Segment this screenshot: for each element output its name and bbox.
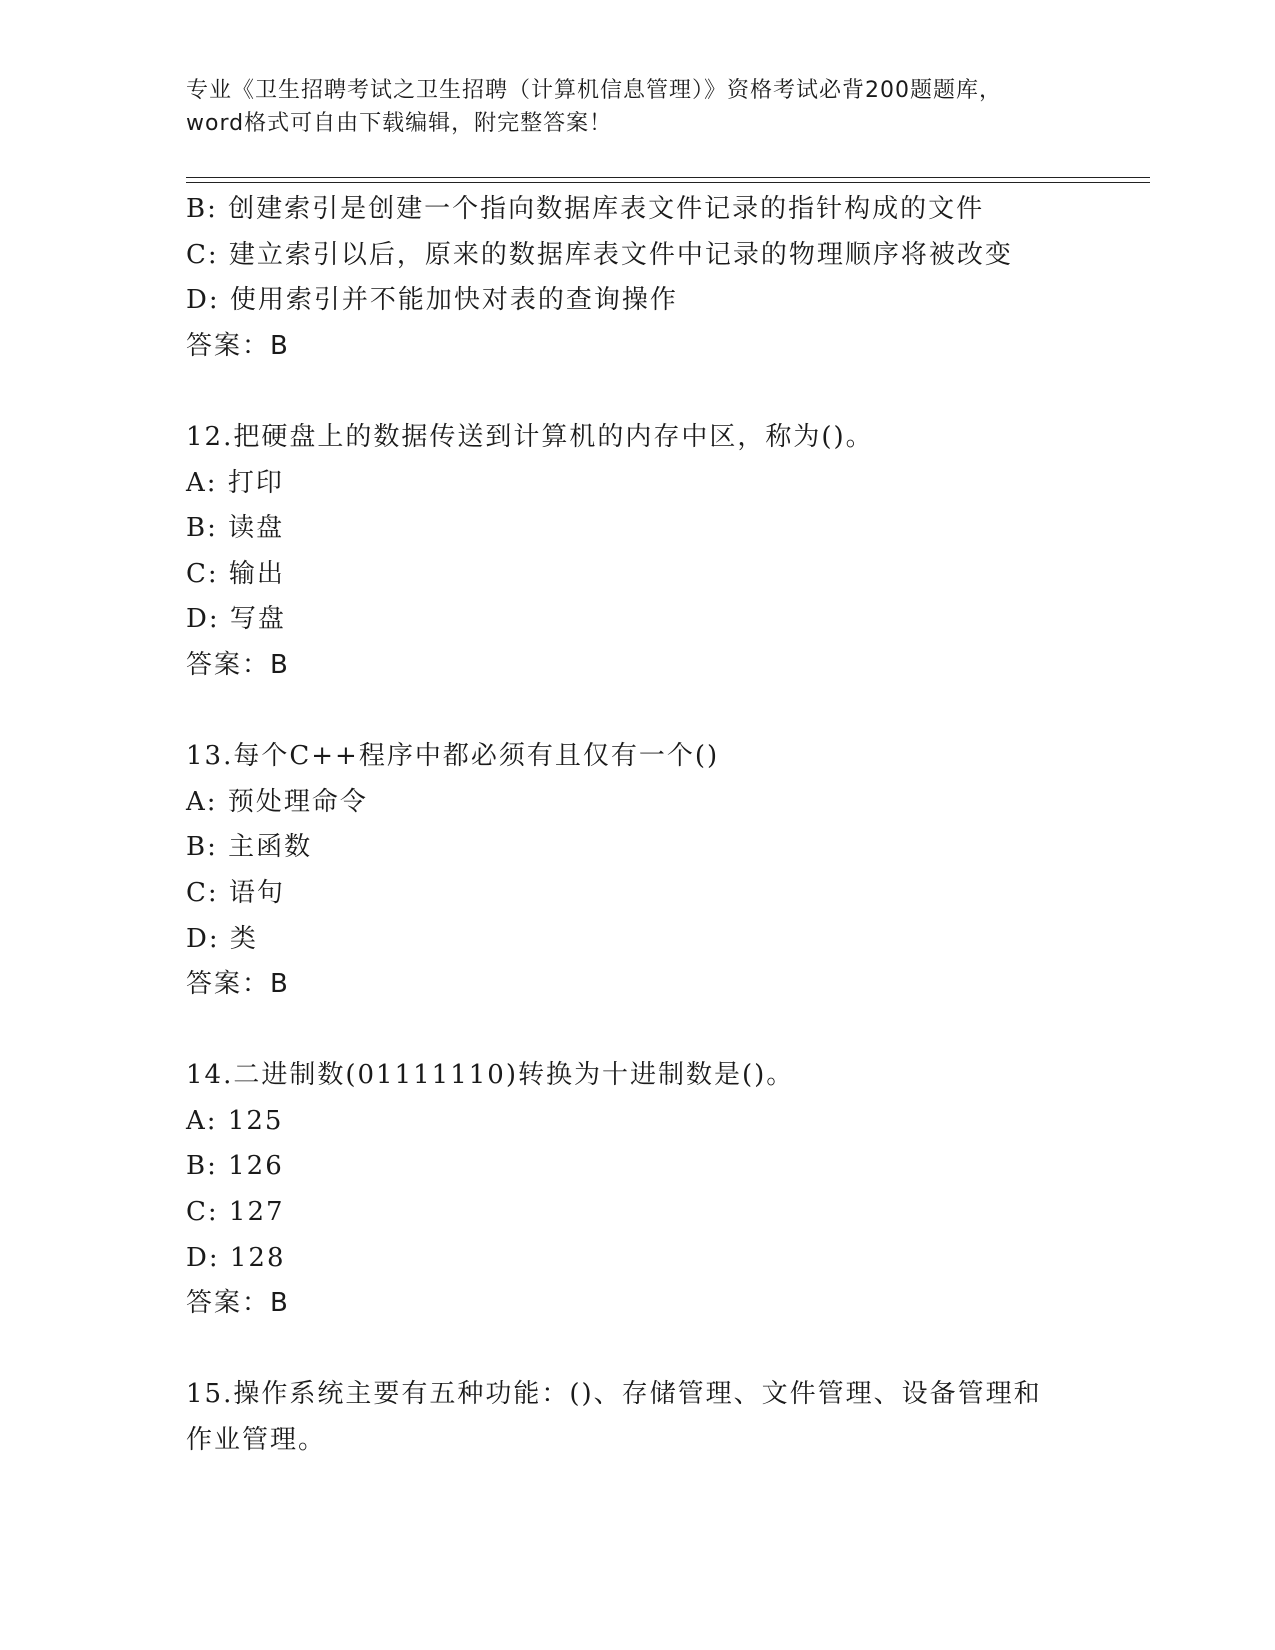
option-b [186,1144,1126,1190]
option-text: 类 [229,923,258,954]
option-label: A: [186,467,218,498]
question-text: 14.二进制数(01111110)转换为十进制数是()。 [186,1060,795,1091]
spacer [186,1008,1126,1054]
option-label: A: [186,1105,218,1136]
option-text: 建立索引以后，原来的数据库表文件中记录的物理顺序将被改变 [228,239,1013,270]
option-text: 读盘 [228,513,285,544]
option-text: 输出 [228,558,285,589]
option-label: B: [186,1151,218,1182]
option-text: 128 [229,1242,286,1273]
option-d [186,917,1126,963]
answer-line: 答案：B [186,330,290,361]
option-label: A: [186,786,218,817]
option-text: 创建索引是创建一个指向数据库表文件记录的指针构成的文件 [228,194,985,224]
header-divider-bottom [186,182,1150,183]
option-c [186,233,1126,279]
option-label: C: [186,239,219,270]
option-label: D: [186,923,220,954]
option-label: C: [186,877,219,908]
header-divider-top [186,177,1150,178]
option-label: D: [186,1242,220,1273]
spacer [186,1327,1126,1373]
option-a [186,461,1126,507]
option-text: 打印 [227,467,284,498]
spacer [186,369,1126,415]
option-label: D: [186,604,220,635]
option-c [186,1190,1126,1236]
option-text: 预处理命令 [227,786,368,817]
question-14 [186,1053,1126,1327]
header-title-line2: word格式可自由下载编辑，附完整答案！ [186,111,613,136]
answer-line: 答案：B [186,649,290,680]
question-15 [186,1372,1126,1463]
option-label: C: [186,1197,219,1228]
question-text: 13.每个C++程序中都必须有且仅有一个() [186,741,720,772]
answer-line: 答案：B [186,1288,290,1319]
option-label: B: [186,832,218,863]
option-text: 使用索引并不能加快对表的查询操作 [229,285,678,316]
option-text: 语句 [228,877,285,908]
option-a [186,1099,1126,1145]
document-header [186,74,1086,140]
option-b [186,506,1126,552]
option-b [186,187,1126,233]
option-text: 写盘 [229,604,286,635]
option-c [186,871,1126,917]
option-a [186,780,1126,826]
option-label: C: [186,558,219,589]
option-b [186,825,1126,871]
question-text: 12.把硬盘上的数据传送到计算机的内存中区，称为()。 [186,421,874,452]
option-c [186,552,1126,598]
spacer [186,689,1126,735]
question-list [186,187,1126,1464]
option-text: 125 [227,1105,284,1136]
option-text: 主函数 [228,832,313,863]
option-text: 127 [228,1197,285,1228]
question-13 [186,734,1126,1008]
option-text: 126 [228,1151,284,1182]
question-text-continued: 作业管理。 [186,1425,327,1456]
option-d [186,597,1126,643]
answer-line: 答案：B [186,969,290,1000]
option-label: B: [186,194,218,224]
header-title-line1: 专业《卫生招聘考试之卫生招聘（计算机信息管理）》资格考试必背200题题库， [186,78,1002,103]
option-d [186,1236,1126,1282]
option-label: D: [186,285,220,316]
option-label: B: [186,513,218,544]
question-text: 15.操作系统主要有五种功能：()、存储管理、文件管理、设备管理和 [186,1379,1042,1410]
option-d [186,278,1126,324]
question-11-tail [186,187,1126,369]
question-12 [186,415,1126,689]
